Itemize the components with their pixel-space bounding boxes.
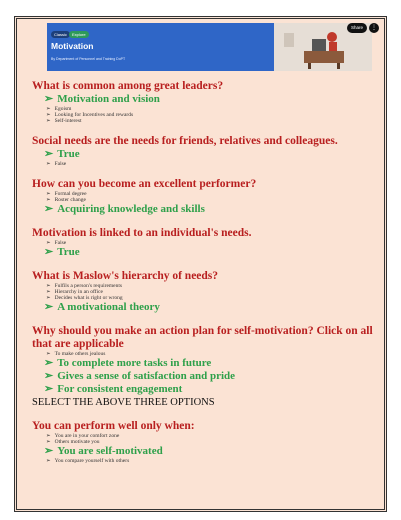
question-7: You can perform well only when: (32, 420, 195, 432)
answer-text: Egoism (54, 106, 72, 112)
answer-text: To make others jealous (54, 351, 106, 357)
answer-text: You compare yourself with others (54, 458, 130, 464)
arrow-bullet-icon: ➢ (44, 301, 54, 313)
arrow-bullet-icon: ➢ (46, 283, 51, 289)
arrow-bullet-icon: ➢ (46, 439, 51, 445)
correct-answer[interactable] (44, 148, 377, 161)
answer-text: Acquiring knowledge and skills (57, 203, 205, 215)
answer-text: Formal degree (54, 191, 87, 197)
answer-text: True (57, 246, 80, 258)
arrow-bullet-icon: ➢ (46, 161, 51, 167)
arrow-bullet-icon: ➢ (44, 203, 54, 215)
correct-answer[interactable] (44, 246, 377, 259)
arrow-bullet-icon: ➢ (46, 351, 51, 357)
answer-option[interactable] (46, 458, 377, 464)
answer-text: Gives a sense of satisfaction and pride (57, 370, 236, 382)
answer-text: Decides what is right or wrong (54, 295, 123, 301)
correct-answer[interactable] (44, 357, 377, 370)
arrow-bullet-icon: ➢ (44, 383, 54, 395)
answer-text: True (57, 148, 80, 160)
answer-text: False (54, 161, 67, 167)
answer-text: Self-interest (54, 118, 82, 124)
more-options-icon[interactable]: ⋮ (371, 25, 377, 31)
arrow-bullet-icon: ➢ (46, 197, 51, 203)
answer-text: You are in your comfort zone (54, 433, 120, 439)
arrow-bullet-icon: ➢ (46, 106, 51, 112)
arrow-bullet-icon: ➢ (44, 148, 54, 160)
answer-text: False (54, 240, 67, 246)
answer-text: You are self-motivated (57, 445, 163, 457)
arrow-bullet-icon: ➢ (44, 246, 54, 258)
question-3: How can you become an excellent performer? (32, 178, 257, 190)
correct-answer[interactable] (44, 93, 377, 106)
correct-answer[interactable] (44, 301, 377, 314)
quiz-content (32, 80, 377, 464)
answer-text: Others motivate you (54, 439, 100, 445)
answer-text: Hierarchy in an office (54, 289, 103, 295)
answer-text: Roster change (54, 197, 86, 203)
correct-answer[interactable] (44, 383, 377, 396)
arrow-bullet-icon: ➢ (44, 370, 54, 382)
arrow-bullet-icon: ➢ (46, 458, 51, 464)
instruction-note: SELECT THE ABOVE THREE OPTIONS (32, 397, 215, 408)
correct-answer[interactable] (44, 445, 377, 458)
explore-chip: Explore (69, 31, 89, 38)
question-1: What is common among great leaders? (32, 80, 224, 92)
arrow-bullet-icon: ➢ (46, 240, 51, 246)
question-2: Social needs are the needs for friends, relatives and colleagues. (32, 135, 338, 147)
course-title: Motivation (51, 41, 94, 51)
question-6: Why should you make an action plan for self-motivation? Click on all that are applicable (32, 325, 373, 350)
arrow-bullet-icon: ➢ (46, 118, 51, 124)
answer-text: Fulfils a person's requirements (54, 283, 123, 289)
arrow-bullet-icon: ➢ (46, 112, 51, 118)
arrow-bullet-icon: ➢ (46, 289, 51, 295)
correct-answer[interactable] (44, 370, 377, 383)
classic-chip: Classic (51, 31, 70, 38)
question-4: Motivation is linked to an individual's needs. (32, 227, 252, 239)
course-subtitle: By Department of Personnel and Training DoPT (51, 57, 126, 61)
arrow-bullet-icon: ➢ (46, 295, 51, 301)
arrow-bullet-icon: ➢ (44, 445, 54, 457)
course-banner (47, 23, 377, 71)
answer-text: A motivational theory (57, 301, 160, 313)
arrow-bullet-icon: ➢ (46, 433, 51, 439)
answer-text: Motivation and vision (57, 93, 160, 105)
correct-answer[interactable] (44, 203, 377, 216)
arrow-bullet-icon: ➢ (46, 191, 51, 197)
share-button[interactable]: Share (347, 23, 367, 33)
arrow-bullet-icon: ➢ (44, 357, 54, 369)
answer-text: Looking for Incentives and rewards (54, 112, 134, 118)
answer-text: For consistent engagement (57, 383, 183, 395)
answer-text: To complete more tasks in future (57, 357, 212, 369)
question-5: What is Maslow's hierarchy of needs? (32, 270, 219, 282)
arrow-bullet-icon: ➢ (44, 93, 54, 105)
